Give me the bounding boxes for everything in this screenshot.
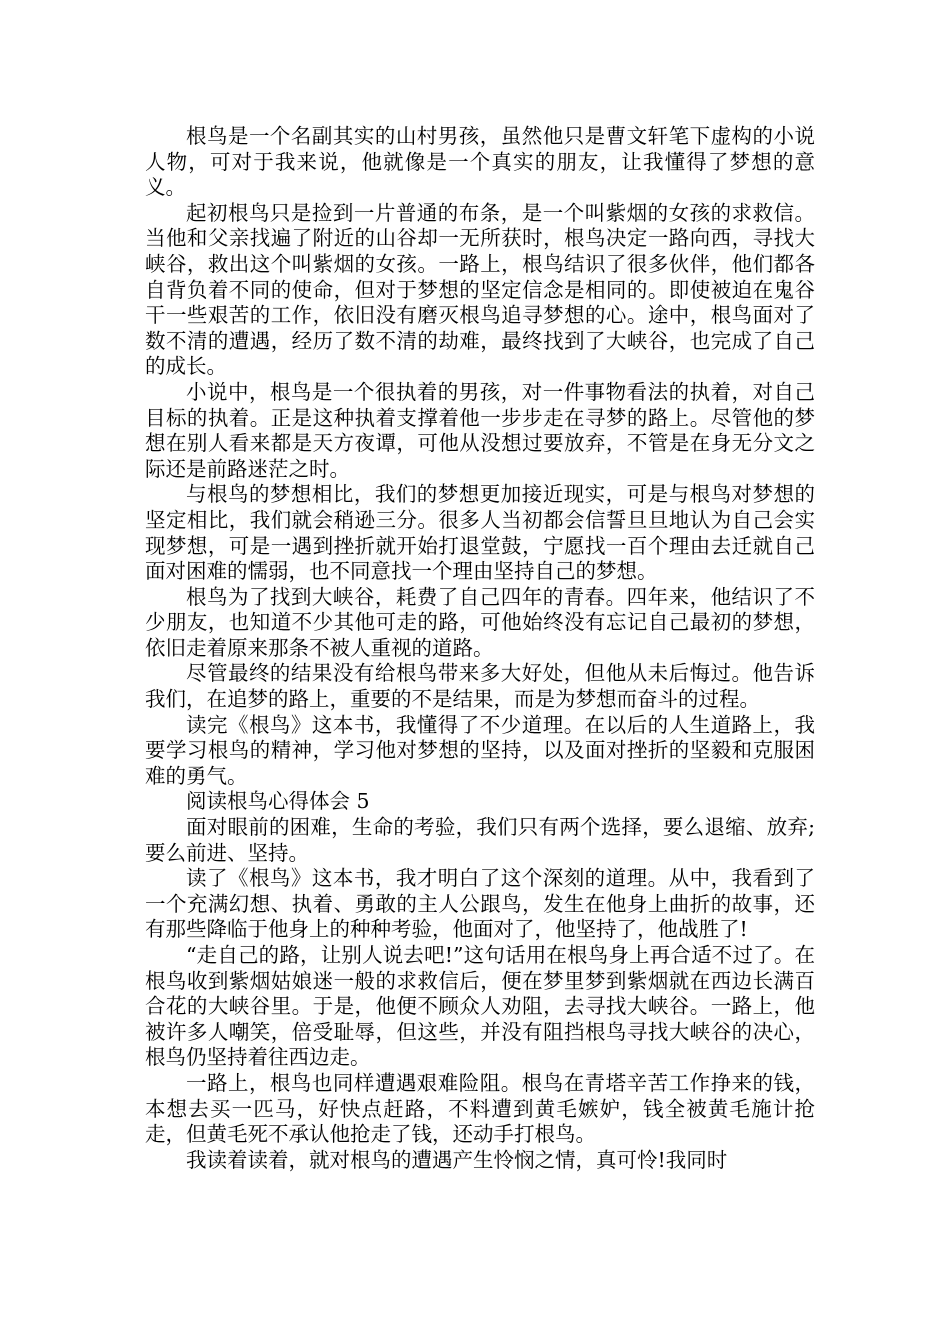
paragraph-comparison: 与根鸟的梦想相比，我们的梦想更加接近现实，可是与根鸟对梦想的坚定相比，我们就会稍逊三分。很多人当初都会信誓旦旦地认为自己会实现梦想，可是一遇到挫折就开始打退堂鼓，宁愿找一百个理由去迁就自己面对困难的懦弱，也不同意找一个理由坚持自己的梦想。 [145,482,815,584]
paragraph-four-years: 根鸟为了找到大峡谷，耗费了自己四年的青春。四年来，他结识了不少朋友，也知道不少其他可走的路，可他始终没有忘记自己最初的梦想，依旧走着原来那条不被人重视的道路。 [145,584,815,660]
paragraph-reading: 读了《根鸟》这本书，我才明白了这个深刻的道理。从中，我看到了一个充满幻想、执着、勇敢的主人公跟鸟，发生在他身上曲折的故事，还有那些降临于他身上的种种考验，他面对了，他坚持了，他战胜了! [145,866,815,942]
paragraph-no-regret: 尽管最终的结果没有给根鸟带来多大好处，但他从未后悔过。他告诉我们，在追梦的路上，重要的不是结果，而是为梦想而奋斗的过程。 [145,661,815,712]
paragraph-origin: 起初根鸟只是捡到一片普通的布条，是一个叫紫烟的女孩的求救信。当他和父亲找遍了附近的山谷却一无所获时，根鸟决定一路向西，寻找大峡谷，救出这个叫紫烟的女孩。一路上，根鸟结识了很多伙伴，他们都各自背负着不同的使命，但对于梦想的坚定信念是相同的。即使被迫在鬼谷干一些艰苦的工作，依旧没有磨灭根鸟追寻梦想的心。途中，根鸟面对了数不清的遭遇，经历了数不清的劫难，最终找到了大峡谷，也完成了自己的成长。 [145,200,815,379]
paragraph-hardship: 一路上，根鸟也同样遭遇艰难险阻。根鸟在青塔辛苦工作挣来的钱，本想去买一匹马，好快点赶路，不料遭到黄毛嫉妒，钱全被黄毛施计抢走，但黄毛死不承认他抢走了钱，还动手打根鸟。 [145,1070,815,1147]
section-title: 阅读根鸟心得体会 5 [186,789,370,814]
paragraph-conclusion: 读完《根鸟》这本书，我懂得了不少道理。在以后的人生道路上，我要学习根鸟的精神，学习他对梦想的坚持，以及面对挫折的坚毅和克服困难的勇气。 [145,712,815,788]
paragraph-persistence: 小说中，根鸟是一个很执着的男孩，对一件事物看法的执着，对自己目标的执着。正是这种执着支撑着他一步步走在寻梦的路上。尽管他的梦想在别人看来都是天方夜谭，可他从没想过要放弃，不管是在身无分文之际还是前路迷茫之时。 [145,379,815,481]
paragraph-choices: 面对眼前的困难，生命的考验，我们只有两个选择，要么退缩、放弃;要么前进、坚持。 [145,815,815,865]
document-page [145,124,815,1173]
paragraph-own-road: “走自己的路，让别人说去吧!”这句话用在根鸟身上再合适不过了。在根鸟收到紫烟姑娘迷一般的求救信后，便在梦里梦到紫烟就在西边长满百合花的大峡谷里。于是，他便不顾众人劝阻，去寻找大峡谷。一路上，他被许多人嘲笑，倍受耻辱，但这些，并没有阻挡根鸟寻找大峡谷的决心，根鸟仍坚持着往西边走。 [145,943,815,1070]
paragraph-intro: 根鸟是一个名副其实的山村男孩，虽然他只是曹文轩笔下虚构的小说人物，可对于我来说，他就像是一个真实的朋友，让我懂得了梦想的意义。 [145,124,815,200]
paragraph-pity: 我读着读着，就对根鸟的遭遇产生怜悯之情，真可怜!我同时 [186,1147,728,1172]
